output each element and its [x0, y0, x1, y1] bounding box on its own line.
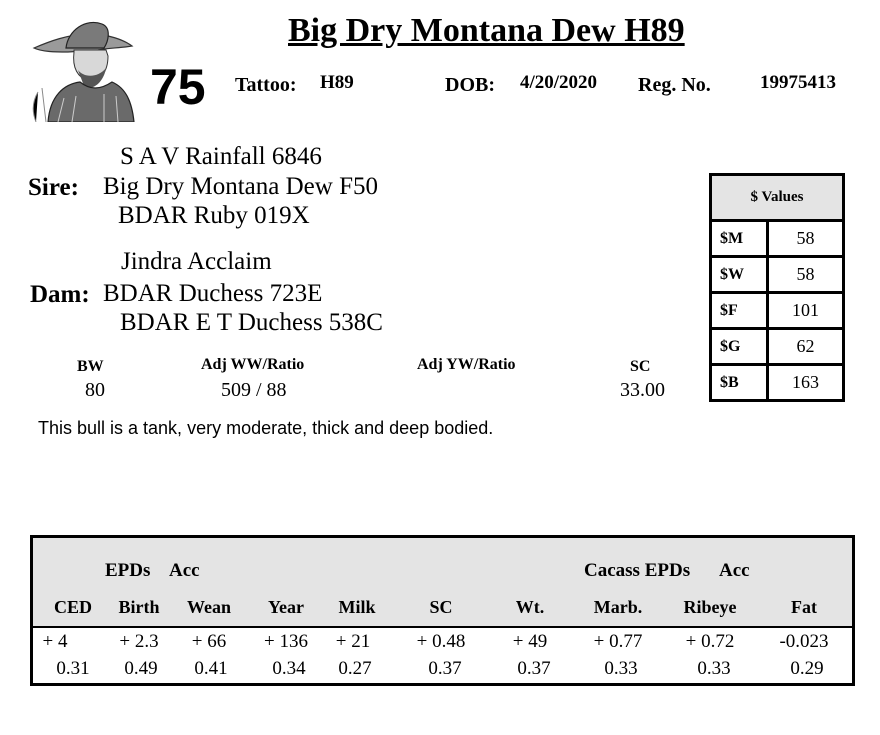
epd-acc-wt: 0.37 [517, 658, 551, 679]
dam-label: Dam: [30, 281, 90, 308]
sire-label: Sire: [28, 174, 79, 201]
dob-label: DOB: [445, 74, 495, 96]
sc-value: 33.00 [620, 379, 665, 401]
dollar-value: 58 [796, 264, 815, 284]
dollar-label: $W [712, 258, 769, 291]
epd-acc-marb: 0.33 [604, 658, 638, 679]
dollar-row-m [712, 222, 842, 258]
carcass-acc-heading: Acc [719, 560, 750, 581]
epd-value-milk: + 21 [335, 631, 371, 652]
epd-col-birth: Birth [118, 597, 160, 617]
epd-acc-ribeye: 0.33 [697, 658, 731, 679]
dollar-value: 163 [792, 372, 819, 392]
tattoo-label: Tattoo: [235, 74, 297, 96]
epd-value-year: + 136 [264, 631, 308, 652]
epds-acc-heading: Acc [169, 560, 200, 581]
dollar-value: 58 [796, 228, 815, 248]
dob-value: 4/20/2020 [520, 72, 598, 93]
epd-value-birth: + 2.3 [119, 631, 159, 652]
epd-acc-sc: 0.37 [428, 658, 462, 679]
reg-label: Reg. No. [638, 74, 711, 96]
animal-title: Big Dry Montana Dew H89 [288, 12, 685, 49]
tattoo-value: H89 [320, 72, 354, 93]
epd-value-marb: + 0.77 [593, 631, 643, 652]
epd-value-wt: + 49 [512, 631, 548, 652]
epd-acc-year: 0.34 [272, 658, 306, 679]
dam-of-dam: BDAR E T Duchess 538C [120, 309, 383, 336]
dollar-values-table [709, 173, 845, 402]
dollar-label: $G [712, 330, 769, 363]
epd-col-wt: Wt. [515, 597, 545, 617]
dollar-label: $F [712, 294, 769, 327]
dam-name: BDAR Duchess 723E [103, 280, 323, 307]
lot-number: 75 [150, 59, 206, 115]
dollar-label: $B [712, 366, 769, 399]
bw-label: BW [77, 358, 104, 375]
comment-text: This bull is a tank, very moderate, thick and deep bodied. [38, 418, 494, 438]
epd-value-ced: + 4 [42, 631, 68, 652]
bw-value: 80 [85, 379, 105, 401]
dam-of-sire: BDAR Ruby 019X [118, 202, 310, 229]
dollar-row-w [712, 258, 842, 294]
epd-value-ribeye: + 0.72 [685, 631, 735, 652]
dollar-value: 62 [796, 336, 815, 356]
epd-col-milk: Milk [338, 597, 376, 617]
dollar-row-g [712, 330, 842, 366]
epd-col-year: Year [268, 597, 304, 617]
sc-label: SC [630, 358, 651, 375]
carcass-epds-heading: Cacass EPDs [584, 560, 691, 581]
dollar-values-header: $ Values [712, 176, 842, 222]
ww-label: Adj WW/Ratio [201, 356, 305, 373]
epds-heading: EPDs [105, 560, 151, 581]
epd-col-sc: SC [429, 597, 453, 617]
dollar-label: $M [712, 222, 769, 255]
epd-col-ced: CED [53, 597, 93, 617]
reg-value: 19975413 [760, 72, 836, 93]
sire-of-dam: Jindra Acclaim [121, 248, 272, 275]
dollar-row-b [712, 366, 842, 399]
sire-of-sire: S A V Rainfall 6846 [120, 143, 322, 170]
epd-acc-fat: 0.29 [790, 658, 824, 679]
epd-value-wean: + 66 [191, 631, 227, 652]
epd-acc-milk: 0.27 [338, 658, 372, 679]
epd-col-marb: Marb. [593, 597, 643, 617]
dollar-value: 101 [792, 300, 819, 320]
cowboy-logo [28, 12, 136, 122]
epd-value-sc: + 0.48 [416, 631, 466, 652]
epd-acc-ced: 0.31 [56, 658, 90, 679]
epd-acc-wean: 0.41 [194, 658, 228, 679]
epd-col-wean: Wean [186, 597, 232, 617]
epd-col-fat: Fat [791, 597, 817, 617]
epd-table [30, 535, 855, 686]
sire-name: Big Dry Montana Dew F50 [103, 173, 378, 200]
ww-value: 509 / 88 [221, 379, 287, 401]
yw-label: Adj YW/Ratio [417, 356, 516, 373]
epd-value-fat: -0.023 [779, 631, 829, 652]
dollar-row-f [712, 294, 842, 330]
epd-col-ribeye: Ribeye [683, 597, 737, 617]
epd-acc-birth: 0.49 [124, 658, 158, 679]
